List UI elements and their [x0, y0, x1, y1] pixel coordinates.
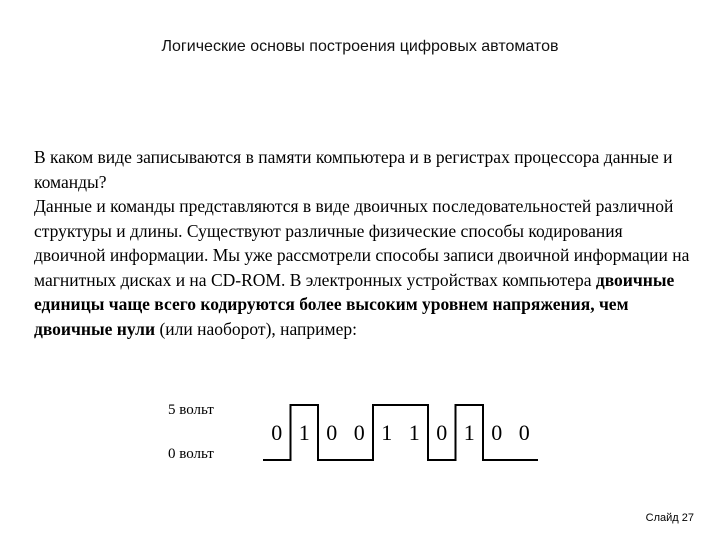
- bit-digit: 0: [271, 420, 283, 445]
- bit-digit: 0: [518, 420, 530, 445]
- bit-digit: 1: [381, 420, 393, 445]
- body-text: [34, 145, 694, 341]
- bit-digits: [271, 420, 530, 445]
- answer-intro: Данные и команды представляются в виде двоичных последовательностей различной структуры и длины. Существуют различные физические способы кодирования двоичной информации. Мы уже рассмотрели способы записи двоичной информации на магнитных дисках и на CD-ROM. В электронных устройствах компьютера: [34, 196, 690, 290]
- slide-title: Логические основы построения цифровых автоматов: [161, 38, 559, 55]
- slide-number: Слайд 27: [645, 512, 694, 524]
- answer-tail: (или наоборот), например:: [155, 318, 357, 339]
- answer-bold: двоичные единицы чаще всего кодируются более высоким уровнем напряжения, чем двоичные нули: [34, 269, 675, 339]
- bit-digit: 0: [326, 420, 338, 445]
- high-voltage-label: 5 вольт: [168, 402, 214, 418]
- bit-digit: 1: [463, 420, 475, 445]
- question-text: В каком виде записываются в памяти компьютера и в регистрах процессора данные и команды?: [34, 147, 673, 192]
- bit-digit: 0: [353, 420, 365, 445]
- bit-digit: 1: [408, 420, 420, 445]
- voltage-diagram: [160, 398, 560, 473]
- low-voltage-label: 0 вольт: [168, 446, 214, 462]
- bit-digit: 1: [298, 420, 310, 445]
- bit-digit: 0: [436, 420, 448, 445]
- bit-digit: 0: [491, 420, 503, 445]
- answer-text: [34, 194, 694, 341]
